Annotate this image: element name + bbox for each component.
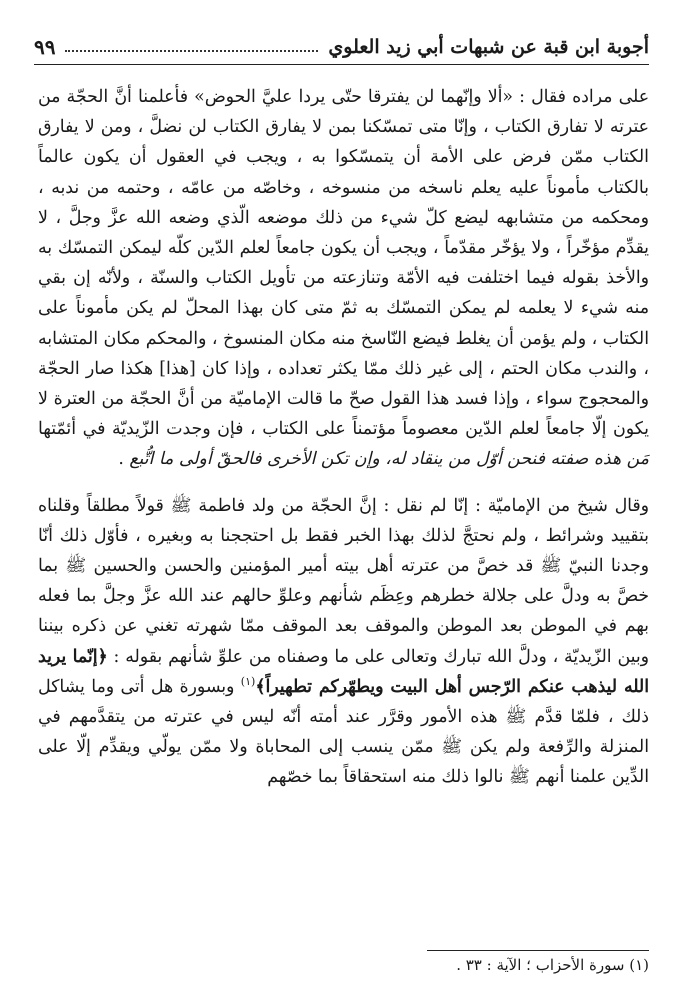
paragraph-1 <box>38 82 649 475</box>
paragraph-1-text: على مراده فقال : «ألا وإنّهما لن يفترقا حتّى يردا عليَّ الحوض» فأعلمنا أنَّ الحجّة من عترته لا تفارق الكتاب ، وإنّا متى تمسّكنا بمن لا يفارق الكتاب لن نضلَّ ، ومن لا يفارق الكتاب ممّن فرض على الأمة أن يتمسّكوا به ، ويجب في العقول أن يكون عالماً بالكتاب مأموناً عليه يعلم ناسخه من منسوخه ، وخاصّه من عامّه ، وحتمه من ندبه ، ومحكمه من متشابهه ليضع كلّ شيء من ذلك موضعه الّذي وضعه الله عزَّ وجلَّ ، لا يقدِّم مؤخّراً ، ولا يؤخّر مقدّماً ، ويجب أن يكون جامعاً لعلم الدّين كلّه ليمكن التمسّك به والأخذ بقوله فيما اختلفت فيه الأمّة وتنازعته من تأويل الكتاب والسنّة ، ولأنّه إن بقي منه شيء لا يعلمه لم يمكن التمسّك به ثمّ متى كان بهذا المحلّ لم يكن مأموناً على الكتاب ، ولم يؤمن أن يغلط فيضع النّاسخ منه مكان المنسوخ ، والمحكم مكان المتشابه ، والندب مكان الحتم ، إلى غير ذلك ممّا يكثر تعداده ، وإذا كان [هذا] هكذا صار الحجّة والمحجوج سواء ، وإذا فسد هذا القول صحّ ما قالت الإماميّة من أنَّ الحجّة من العترة لا يكون إلّا جامعاً لعلم الدّين معصوماً مؤتمناً على الكتاب ، فإن وجدت الزّيديّة في أئمّتها <box>38 87 649 440</box>
header-leader-dots <box>65 50 318 52</box>
quran-verse: ﴿إنّما يريد الله ليذهب عنكم الرّجس أهل البيت ويطهّركم تطهيراً﴾ <box>38 646 649 697</box>
page-number: ٩٩ <box>34 35 56 59</box>
paragraph-1-italic-phrase: مَن هذه صفته فنحن أوّل من ينقاد له، وإن تكن الأخرى فالحقّ أولى ما اتُّبع <box>129 449 649 470</box>
footnote: (١) سورة الأحزاب ؛ الآية : ٣٣ . <box>456 956 649 974</box>
paragraph-2 <box>38 491 649 793</box>
running-header-title: أجوبة ابن قبة عن شبهات أبي زيد العلوي <box>328 36 649 58</box>
footnote-reference: (١) <box>240 675 256 689</box>
running-header <box>34 30 649 65</box>
paragraph-2-text-start: وقال شيخ من الإماميّة : إنّا لم نقل : إنَّ الحجّة من ولد فاطمة ﷺ قولاً مطلقاً وقلناه بتقييد وشرائط ، ولم نحتجَّ لذلك بهذا الخبر فقط بل احتججنا به وبغيره ، فأوّل ذلك أنّا وجدنا النبيّ ﷺ قد خصَّ من عترته أهل بيته أمير المؤمنين والحسن والحسين ﷺ بما خصَّ به ودلَّ على جلالة خطرهم وعِظَم شأنهم وعلوِّ حالهم عند الله عزَّ وجلَّ بما فعله بهم في الموطن بعد الموطن والموقف بعد الموقف ممّا شهرته تغني عن ذكره بيننا وبين الزّيديّة ، ودلَّ الله تبارك وتعالى على ما وصفناه من علوِّ شأنهم بقوله : <box>38 495 649 667</box>
paragraph-1-end: . <box>118 449 130 470</box>
footnote-separator <box>427 950 649 951</box>
paragraph-2-text-end: وبسورة هل أتى وما يشاكل ذلك ، فلمّا قدَّم ﷺ هذه الأمور وقرَّر عند أمته أنّه ليس في عترته من يتقدَّمهم في المنزلة والرِّفعة ولم يكن ﷺ ممّن ينسب إلى المحاباة ولا ممّن يولّي ويقدِّم إلّا على الدِّين علمنا أنهم ﷺ نالوا ذلك منه استحقاقاً بما خصّهم <box>38 676 649 788</box>
main-text <box>38 82 649 793</box>
